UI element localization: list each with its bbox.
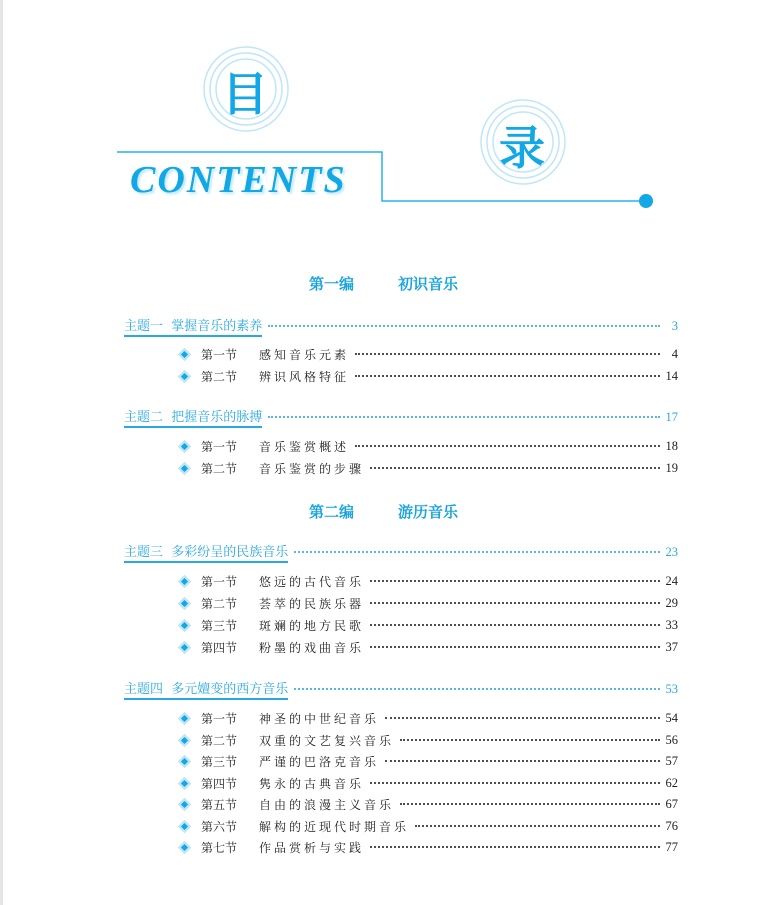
diamond-bullet-icon	[178, 841, 191, 854]
diamond-bullet-icon	[178, 370, 191, 383]
contents-heading: CONTENTS	[130, 159, 347, 201]
diamond-bullet-icon	[178, 597, 191, 610]
diamond-bullet-icon	[178, 440, 191, 453]
toc-section[interactable]: 第二节 双重的文艺复兴音乐 56	[180, 731, 678, 749]
part-heading: 第二编 游历音乐	[308, 503, 459, 521]
toc-section[interactable]: 第五节 自由的浪漫主义音乐 67	[180, 795, 678, 813]
toc-section[interactable]: 第六节 解构的近现代时期音乐 76	[180, 817, 678, 835]
part-heading: 第一编 初识音乐	[308, 275, 459, 293]
toc-section[interactable]: 第二节 音乐鉴赏的步骤 19	[180, 459, 678, 477]
diamond-bullet-icon	[178, 798, 191, 811]
toc-theme[interactable]: 主题四 多元嬗变的西方音乐 53	[124, 680, 678, 698]
diamond-bullet-icon	[178, 820, 191, 833]
diamond-bullet-icon	[178, 712, 191, 725]
toc-section[interactable]: 第三节 斑斓的地方民歌 33	[180, 616, 678, 634]
toc-section[interactable]: 第四节 粉墨的戏曲音乐 37	[180, 638, 678, 656]
toc-section[interactable]: 第七节 作品赏析与实践 77	[180, 838, 678, 856]
toc-section[interactable]: 第一节 音乐鉴赏概述 18	[180, 437, 678, 455]
contents-header	[0, 0, 767, 230]
toc-theme[interactable]: 主题二 把握音乐的脉搏 17	[124, 408, 678, 426]
diamond-bullet-icon	[178, 641, 191, 654]
toc-section[interactable]: 第三节 严谨的巴洛克音乐 57	[180, 752, 678, 770]
toc-section[interactable]: 第二节 荟萃的民族乐器 29	[180, 594, 678, 612]
toc-section[interactable]: 第四节 隽永的古典音乐 62	[180, 774, 678, 792]
toc-section[interactable]: 第一节 神圣的中世纪音乐 54	[180, 709, 678, 727]
toc-section[interactable]: 第一节 感知音乐元素 4	[180, 345, 678, 363]
diamond-bullet-icon	[178, 348, 191, 361]
header-decoration	[0, 0, 767, 230]
diamond-bullet-icon	[178, 777, 191, 790]
diamond-bullet-icon	[178, 619, 191, 632]
diamond-bullet-icon	[178, 734, 191, 747]
toc-theme[interactable]: 主题三 多彩纷呈的民族音乐 23	[124, 543, 678, 561]
toc-section[interactable]: 第一节 悠远的古代音乐 24	[180, 572, 678, 590]
toc-section[interactable]: 第二节 辨识风格特征 14	[180, 367, 678, 385]
toc-theme[interactable]: 主题一 掌握音乐的素养 3	[124, 317, 678, 335]
diamond-bullet-icon	[178, 462, 191, 475]
title-char-2: 录	[499, 121, 545, 175]
diamond-bullet-icon	[178, 755, 191, 768]
title-char-1: 目	[222, 67, 268, 121]
diamond-bullet-icon	[178, 575, 191, 588]
